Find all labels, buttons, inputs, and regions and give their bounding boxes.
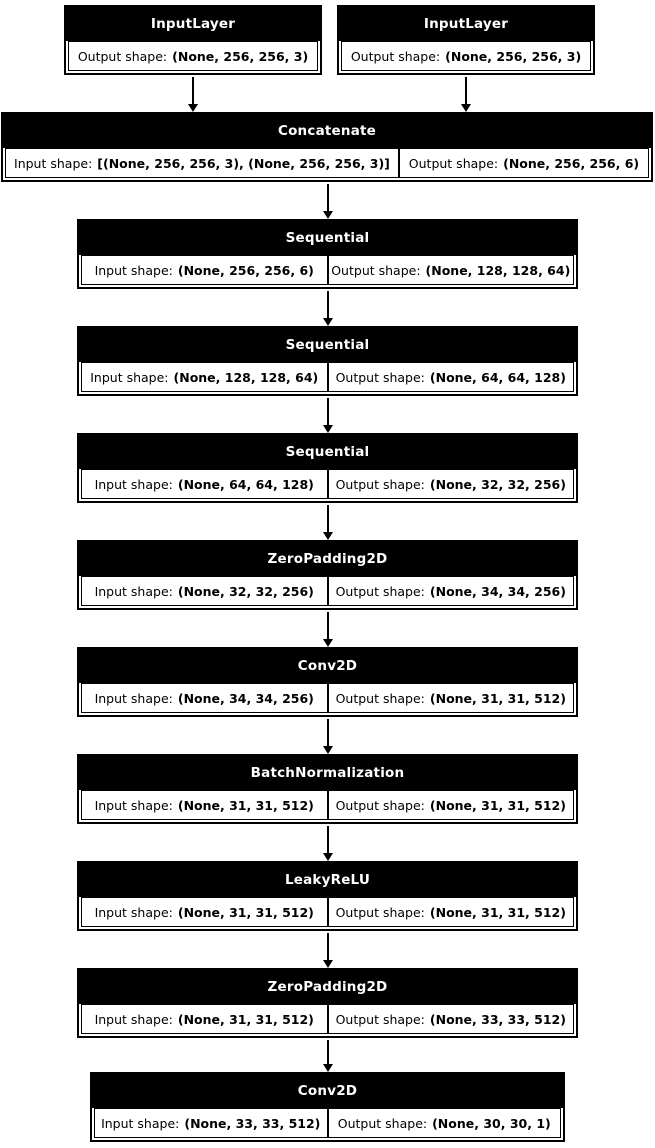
shape-label: Output shape: (335, 583, 425, 599)
edge-arrow-zeropadding2-to-conv2d2 (323, 1040, 333, 1072)
layer-type-label: Sequential (79, 328, 576, 362)
layer-type-label: Concatenate (3, 114, 651, 148)
input-shape-cell (81, 897, 328, 927)
shape-value: (None, 30, 30, 1) (432, 1115, 551, 1131)
input-shape-cell (94, 1108, 328, 1138)
shape-value: (None, 31, 31, 512) (429, 690, 566, 706)
shape-label: Output shape: (77, 48, 168, 64)
edge-arrow-input1-to-concatenate (188, 77, 198, 112)
layer-type-label: LeakyReLU (79, 863, 576, 897)
output-shape-cell (327, 576, 575, 606)
layer-type-label: InputLayer (66, 7, 320, 41)
shape-label: Output shape: (335, 1011, 425, 1027)
node-concatenate (1, 112, 653, 182)
shape-value: (None, 128, 128, 64) (425, 262, 571, 278)
shape-value: (None, 33, 33, 512) (429, 1011, 566, 1027)
shape-label: Input shape: (94, 690, 173, 706)
shape-label: Output shape: (350, 48, 441, 64)
shape-label: Output shape: (337, 1115, 428, 1131)
layer-type-label: BatchNormalization (79, 756, 576, 790)
node-zero-padding2d-2 (77, 968, 578, 1038)
shape-label: Input shape: (94, 904, 173, 920)
edge-arrow-leakyrelu-to-zeropadding2 (323, 933, 333, 968)
output-shape-cell (68, 41, 318, 71)
edge-arrow-conv2d1-to-batchnorm (323, 719, 333, 754)
shape-label: Input shape: (101, 1115, 180, 1131)
layer-type-label: InputLayer (339, 7, 593, 41)
edge-arrow-batchnorm-to-leakyrelu (323, 826, 333, 861)
shape-value: (None, 32, 32, 256) (177, 583, 314, 599)
input-shape-cell (81, 1004, 328, 1034)
shape-value: (None, 64, 64, 128) (429, 369, 566, 385)
node-zero-padding2d-1 (77, 540, 578, 610)
shape-value: (None, 31, 31, 512) (429, 797, 566, 813)
input-shape-cell (81, 469, 328, 499)
shape-value: (None, 64, 64, 128) (177, 476, 314, 492)
shape-value: (None, 33, 33, 512) (184, 1115, 321, 1131)
shape-value: (None, 128, 128, 64) (173, 369, 319, 385)
node-leaky-relu (77, 861, 578, 931)
shape-value: (None, 256, 256, 3) (172, 48, 309, 64)
shape-label: Input shape: (94, 797, 173, 813)
input-shape-cell (5, 148, 399, 178)
shape-label: Output shape: (331, 262, 421, 278)
shape-value: (None, 256, 256, 3) (445, 48, 582, 64)
shape-value: (None, 32, 32, 256) (429, 476, 566, 492)
shape-value: (None, 31, 31, 512) (177, 797, 314, 813)
output-shape-cell (327, 469, 575, 499)
shape-label: Input shape: (14, 155, 93, 171)
shape-value: (None, 31, 31, 512) (429, 904, 566, 920)
output-shape-cell (327, 255, 575, 285)
shape-label: Output shape: (335, 690, 425, 706)
node-batch-normalization (77, 754, 578, 824)
edge-arrow-concatenate-to-sequential1 (323, 184, 333, 219)
shape-value: (None, 256, 256, 6) (503, 155, 640, 171)
layer-type-label: Sequential (79, 435, 576, 469)
shape-label: Output shape: (408, 155, 499, 171)
layer-type-label: Sequential (79, 221, 576, 255)
input-shape-cell (81, 255, 328, 285)
shape-label: Input shape: (94, 262, 173, 278)
shape-value: (None, 31, 31, 512) (177, 1011, 314, 1027)
edge-arrow-sequential3-to-zeropadding1 (323, 505, 333, 540)
output-shape-cell (327, 683, 575, 713)
output-shape-cell (398, 148, 649, 178)
shape-label: Input shape: (94, 583, 173, 599)
output-shape-cell (327, 897, 575, 927)
node-input-layer-1 (64, 5, 322, 75)
edge-arrow-sequential1-to-sequential2 (323, 291, 333, 326)
output-shape-cell (327, 1108, 562, 1138)
node-sequential-3 (77, 433, 578, 503)
node-sequential-2 (77, 326, 578, 396)
shape-value: (None, 34, 34, 256) (429, 583, 566, 599)
shape-label: Output shape: (335, 904, 425, 920)
shape-value: (None, 34, 34, 256) (177, 690, 314, 706)
edge-arrow-zeropadding1-to-conv2d1 (323, 612, 333, 647)
node-sequential-1 (77, 219, 578, 289)
shape-value: (None, 31, 31, 512) (177, 904, 314, 920)
shape-label: Input shape: (94, 476, 173, 492)
layer-type-label: Conv2D (92, 1074, 563, 1108)
edge-arrow-sequential2-to-sequential3 (323, 398, 333, 433)
input-shape-cell (81, 362, 328, 392)
shape-label: Input shape: (94, 1011, 173, 1027)
shape-label: Output shape: (335, 476, 425, 492)
node-conv2d-2 (90, 1072, 565, 1142)
shape-value: (None, 256, 256, 6) (177, 262, 314, 278)
node-conv2d-1 (77, 647, 578, 717)
shape-label: Output shape: (335, 369, 425, 385)
input-shape-cell (81, 683, 328, 713)
output-shape-cell (327, 790, 575, 820)
node-input-layer-2 (337, 5, 595, 75)
output-shape-cell (327, 1004, 575, 1034)
input-shape-cell (81, 576, 328, 606)
output-shape-cell (341, 41, 591, 71)
output-shape-cell (327, 362, 575, 392)
input-shape-cell (81, 790, 328, 820)
layer-type-label: ZeroPadding2D (79, 970, 576, 1004)
layer-type-label: Conv2D (79, 649, 576, 683)
edge-arrow-input2-to-concatenate (461, 77, 471, 112)
shape-label: Output shape: (335, 797, 425, 813)
layer-type-label: ZeroPadding2D (79, 542, 576, 576)
shape-value: [(None, 256, 256, 3), (None, 256, 256, 3)] (97, 155, 390, 171)
shape-label: Input shape: (90, 369, 169, 385)
